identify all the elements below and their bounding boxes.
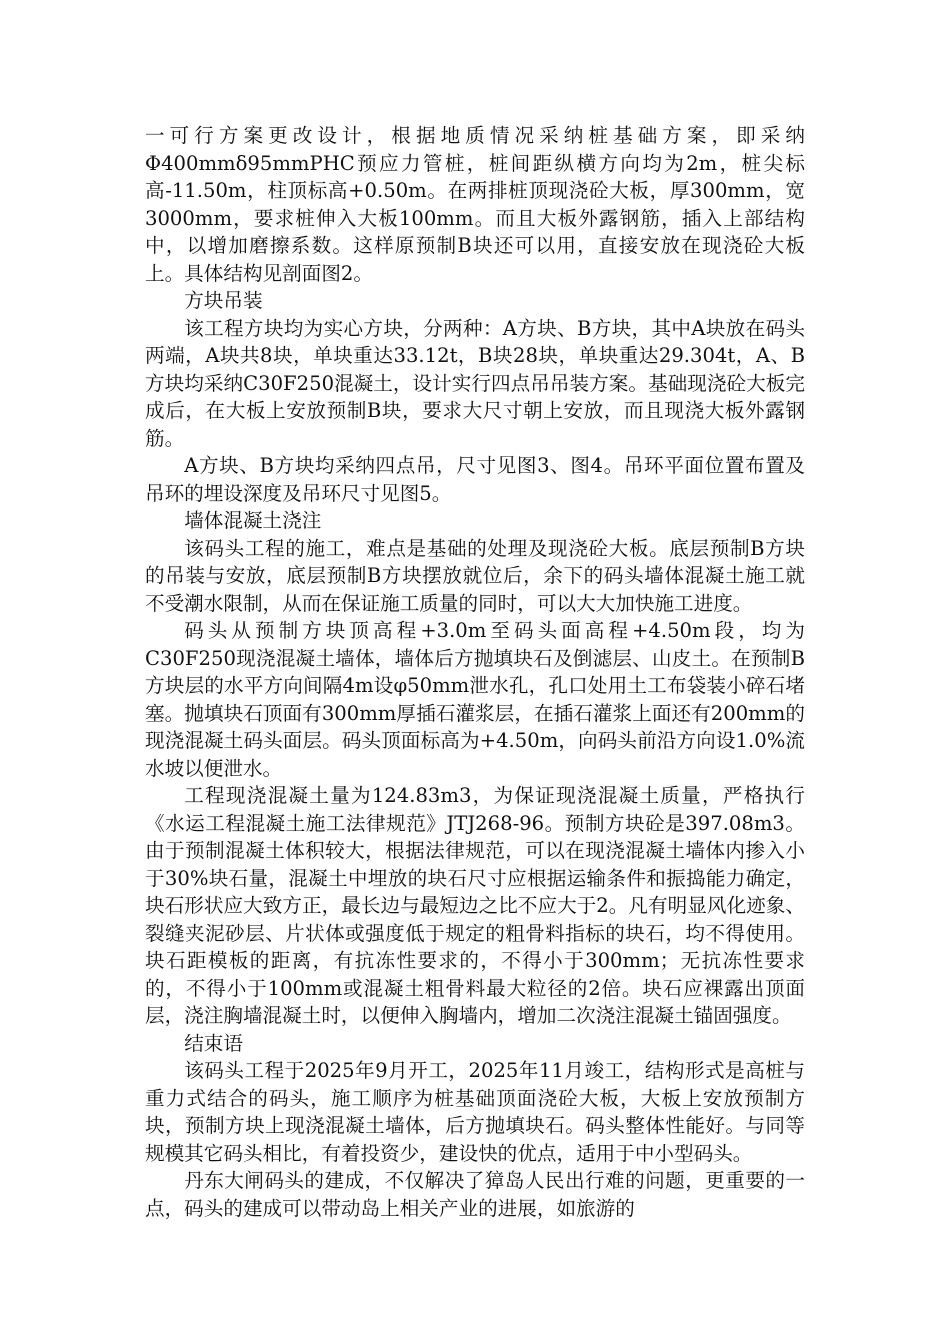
section-heading-wall-concrete: 墙体混凝土浇注 <box>184 509 322 532</box>
paragraph-construction-difficulty: 该码头工程的施工，难点是基础的处理及现浇砼大板。底层预制B方块的吊装与安放，底层预制B方块摆放就位后，余下的码头墙体混凝土施工就不受潮水限制，从而在保证施工质量的同时，可以大大加快施工进度。 <box>145 536 805 615</box>
paragraph-wall-elevation: 码头从预制方块顶高程+3.0m至码头面高程+4.50m段，均为C30F250现浇混凝土墙体，墙体后方抛填块石及倒滤层、山皮土。在预制B方块层的水平方向间隔4m设φ50mm泄水孔，孔口处用土工布袋装小碎石堵塞。抛填块石顶面有300mm厚插石灌浆层，在插石灌浆上面还有200mm的现浇混凝土码头面层。码头顶面标高为+4.50m，向码头前沿方向设1.0%流水坡以便泄水。 <box>145 619 805 780</box>
section-heading-block-hoisting: 方块吊装 <box>184 289 263 312</box>
section-heading-conclusion: 结束语 <box>184 1031 243 1055</box>
paragraph-project-summary: 该码头工程于2025年9月开工，2025年11月竣工，结构形式是高桩与重力式结合的码头，施工顺序为桩基础顶面浇砼大板，大板上安放预制方块，预制方块上现浇混凝土墙体，后方抛填块石。码头整体性能好。与同等规模其它码头相比，有着投资少，建设快的优点，适用于中小型码头。 <box>145 1059 805 1165</box>
paragraph-significance: 丹东大闸码头的建成，不仅解决了獐岛人民出行难的问题，更重要的一点，码头的建成可以带动岛上相关产业的进展，如旅游的 <box>145 1169 805 1220</box>
paragraph-four-point-lifting: A方块、B方块均采纳四点吊，尺寸见图3、图4。吊环平面位置布置及吊环的埋设深度及吊环尺寸见图5。 <box>145 454 805 505</box>
document-page <box>145 122 805 1222</box>
paragraph-block-types: 该工程方块均为实心方块，分两种：A方块、B方块，其中A块放在码头两端，A块共8块，单块重达33.12t，B块28块，单块重达29.304t，A、B方块均采纳C30F250混凝土，设计实行四点吊吊装方案。基础现浇砼大板完成后，在大板上安放预制B块，要求大尺寸朝上安放，而且现浇大板外露钢筋。 <box>145 316 805 450</box>
paragraph-pile-foundation: 一可行方案更改设计，根据地质情况采纳桩基础方案，即采纳Φ400mmδ95mmPHC预应力管桩，桩间距纵横方向均为2m，桩尖标高-11.50m，柱顶标高+0.50m。在两排桩顶现浇砼大板，厚300mm，宽3000mm，要求桩伸入大板100mm。而且大板外露钢筋，插入上部结构中，以增加磨擦系数。这样原预制B块还可以用，直接安放在现浇砼大板上。具体结构见剖面图2。 <box>145 124 805 285</box>
paragraph-concrete-quantity: 工程现浇混凝土量为124.83m3，为保证现浇混凝土质量，严格执行《水运工程混凝土施工法律规范》JTJ268-96。预制方块砼是397.08m3。由于预制混凝土体积较大，根据法律规范，可以在现浇混凝土墙体内掺入小于30%块石量，混凝土中埋放的块石尺寸应根据运输条件和振捣能力确定，块石形状应大致方正，最长边与最短边之比不应大于2。凡有明显风化迹象、裂缝夹泥砂层、片状体或强度低于规定的粗骨料指标的块石，均不得使用。块石距模板的距离，有抗冻性要求的，不得小于300mm；无抗冻性要求的，不得小于100mm或混凝土粗骨料最大粒径的2倍。块石应裸露出顶面层，浇注胸墙混凝土时，以便伸入胸墙内，增加二次浇注混凝土锚固强度。 <box>145 784 805 1027</box>
